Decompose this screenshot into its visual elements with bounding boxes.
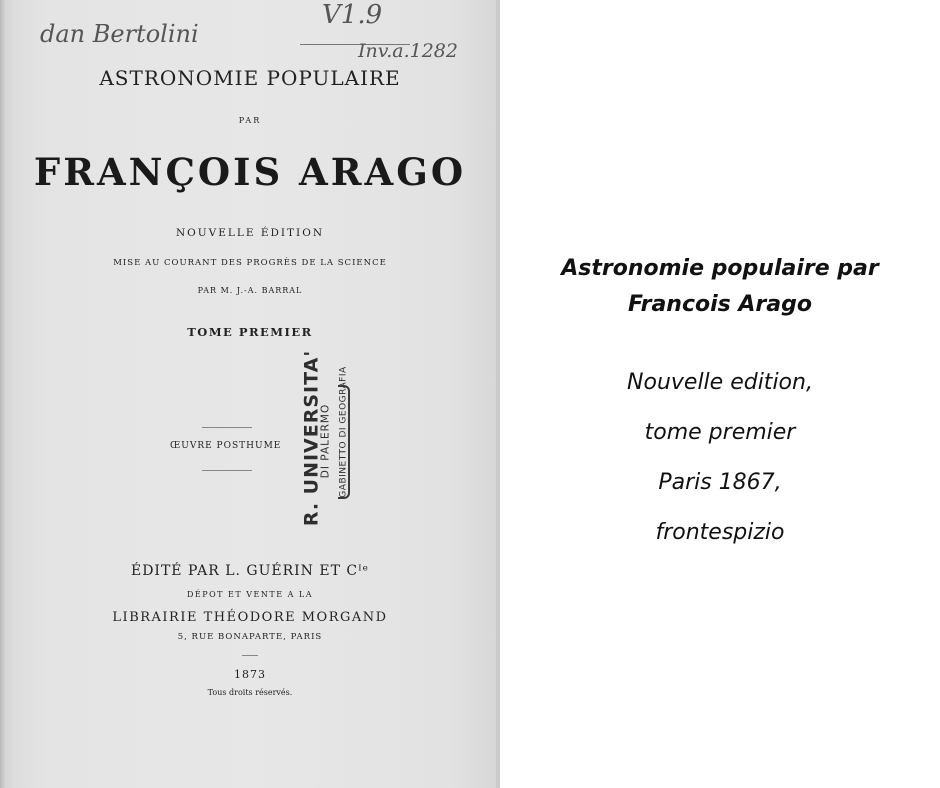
caption-frontispiece: frontespizio (655, 520, 785, 545)
stamp-university: R. UNIVERSITA' (300, 349, 323, 527)
caption-title-line1: Astronomie populaire par (561, 256, 879, 281)
book-address: 5, RUE BONAPARTE, PARIS (177, 632, 323, 642)
stamp-department: GABINETTO DI GEOGRAFIA (338, 366, 349, 498)
handwritten-name: dan Bertolini (40, 20, 199, 48)
divider-upper (202, 427, 252, 428)
book-year: 1873 (234, 668, 266, 681)
caption-edition: Nouvelle edition, (627, 370, 813, 395)
book-title: ASTRONOMIE POPULAIRE (99, 66, 401, 90)
divider-lower (202, 470, 252, 471)
book-oeuvre: ŒUVRE POSTHUME (170, 441, 282, 451)
book-par: PAR (238, 116, 262, 125)
stamp-bracket (338, 385, 350, 499)
library-stamp (268, 349, 358, 535)
caption-title-line2: Francois Arago (627, 292, 812, 317)
book-librairie: LIBRAIRIE THÉODORE MORGAND (112, 610, 388, 625)
book-editor: PAR M. J.-A. BARRAL (197, 286, 303, 295)
book-edition: NOUVELLE ÉDITION (175, 227, 325, 239)
handwritten-inventory: Inv.a.1282 (358, 40, 458, 62)
book-rights: Tous droits réservés. (207, 688, 293, 697)
stamp-city: DI PALERMO (319, 403, 332, 479)
book-author: FRANÇOIS ARAGO (33, 150, 467, 194)
caption-panel (500, 0, 940, 788)
book-edition-note: MISE AU COURANT DES PROGRÈS DE LA SCIENCE (113, 258, 387, 268)
divider-year (242, 655, 258, 656)
caption-place-date: Paris 1867, (658, 470, 782, 495)
handwritten-shelfmark: V1.9 (322, 0, 383, 30)
caption-volume: tome premier (644, 420, 796, 445)
book-volume: TOME PREMIER (187, 325, 313, 339)
book-depot: DÉPOT ET VENTE A LA (186, 590, 314, 599)
book-publisher: ÉDITÉ PAR L. GUÉRIN ET Cᴵᵉ (130, 563, 369, 579)
